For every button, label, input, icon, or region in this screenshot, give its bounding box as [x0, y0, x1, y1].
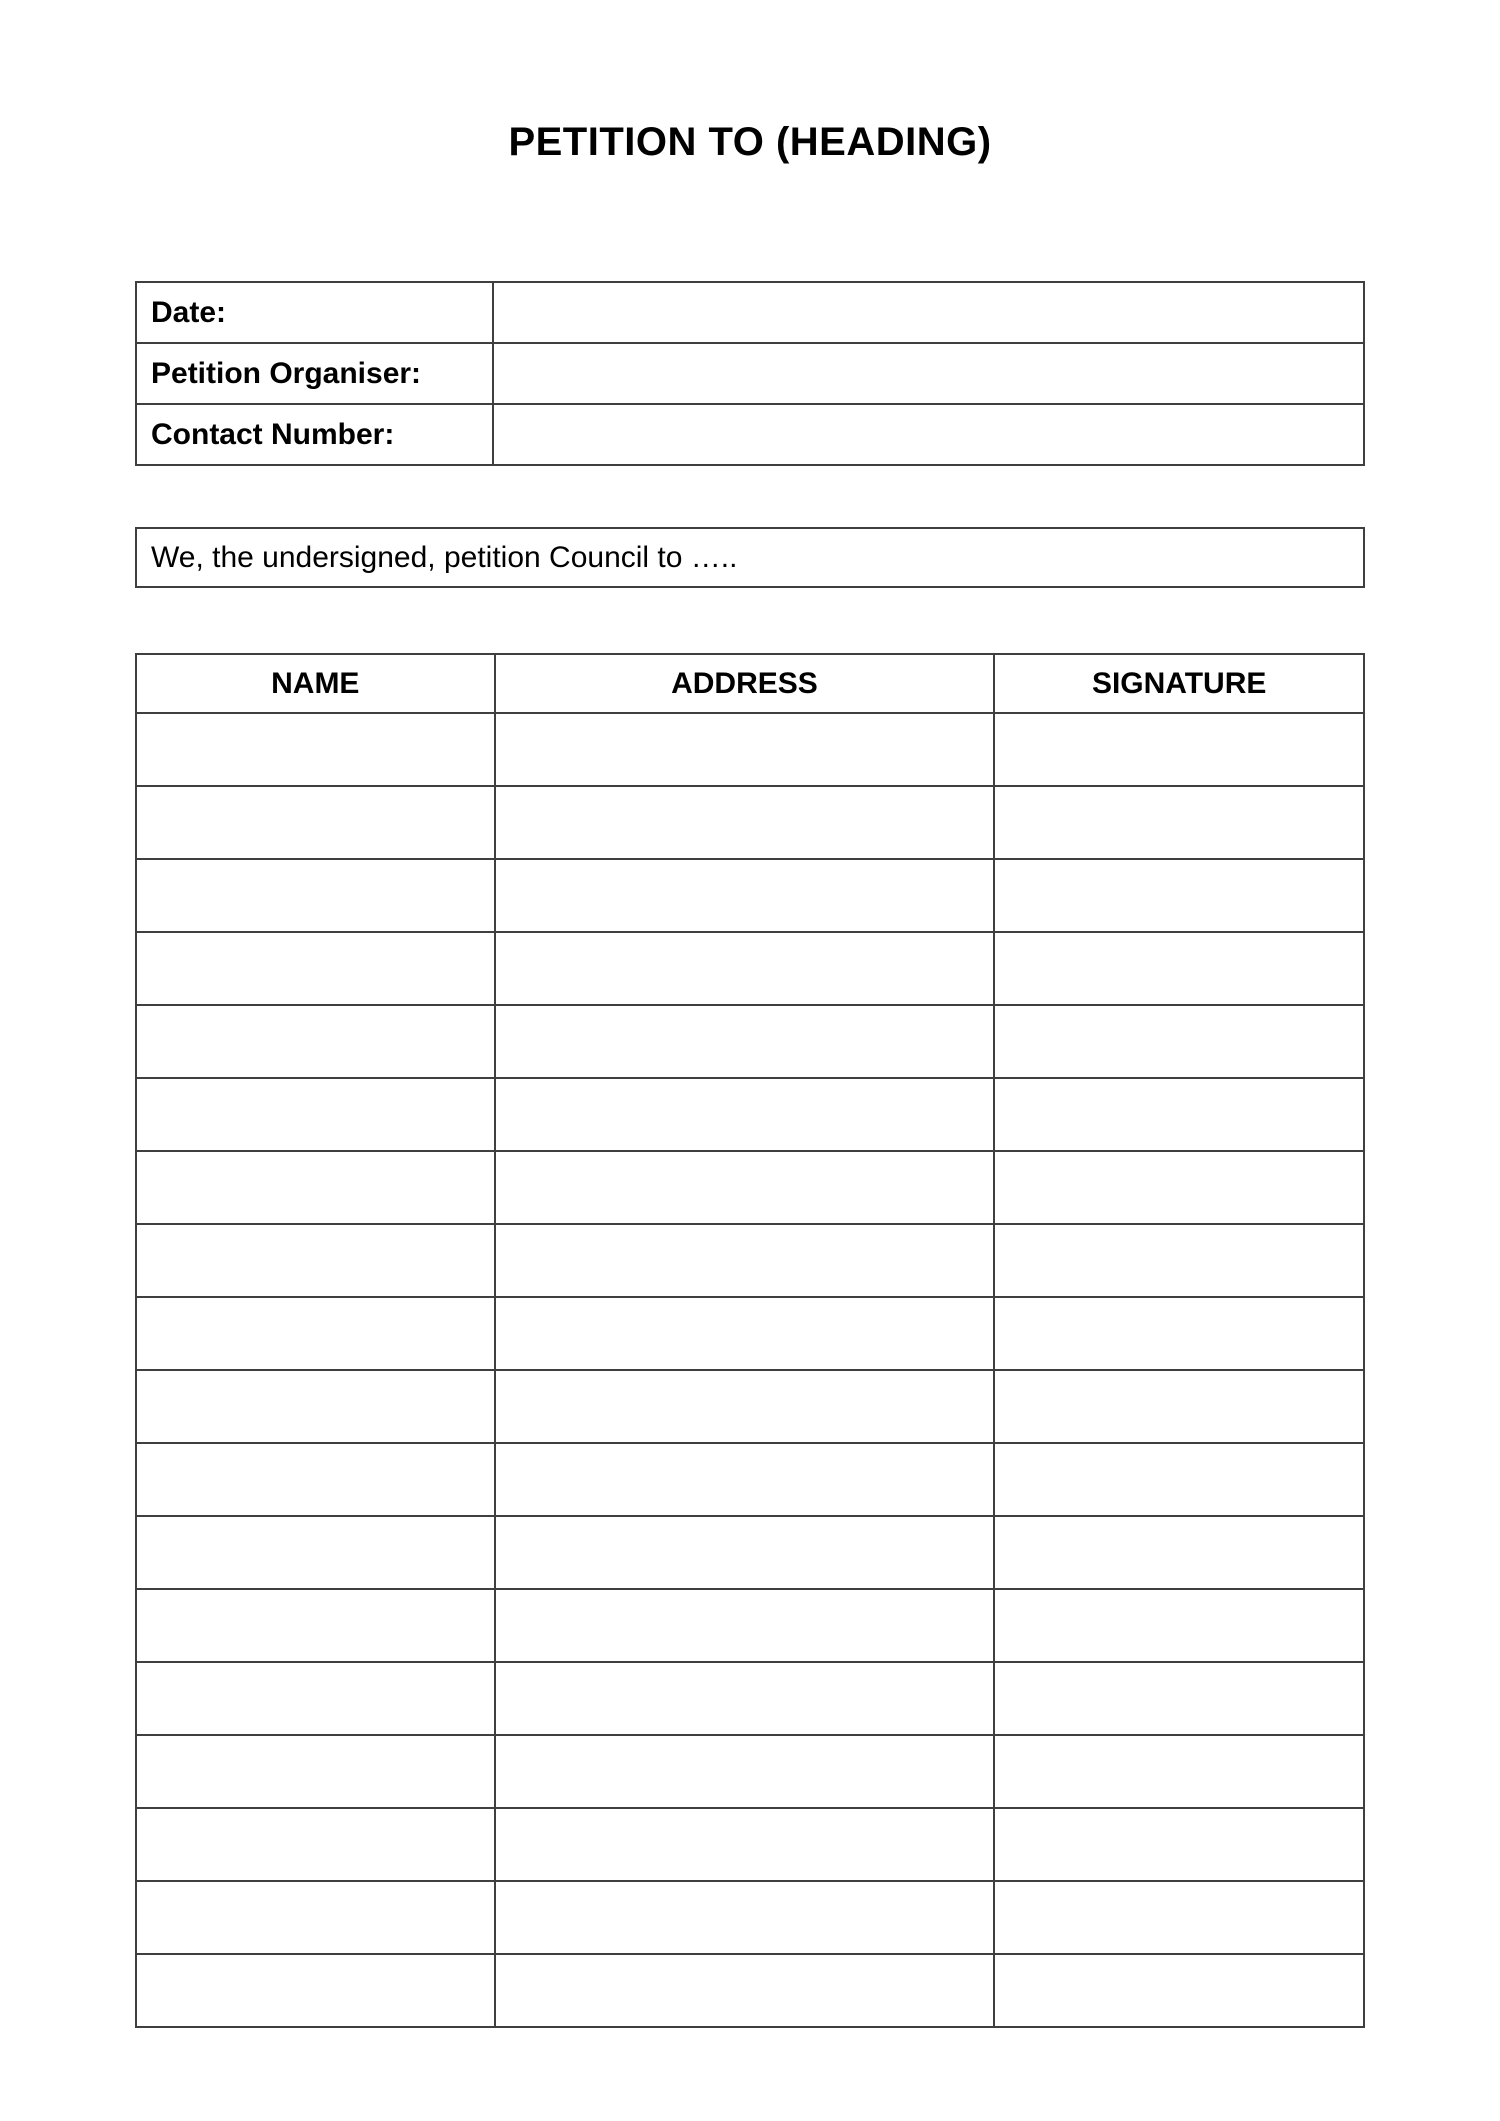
- empty-cell-address[interactable]: [495, 1589, 995, 1662]
- empty-cell-signature[interactable]: [994, 1005, 1364, 1078]
- table-row: [136, 1881, 1364, 1954]
- empty-cell-signature[interactable]: [994, 1735, 1364, 1808]
- page-title: PETITION TO (HEADING): [508, 120, 992, 164]
- empty-cell-address[interactable]: [495, 1151, 995, 1224]
- empty-cell-signature[interactable]: [994, 1151, 1364, 1224]
- table-row: [136, 1005, 1364, 1078]
- empty-cell-name[interactable]: [136, 1297, 495, 1370]
- empty-cell-name[interactable]: [136, 1881, 495, 1954]
- empty-cell-address[interactable]: [495, 1224, 995, 1297]
- empty-cell-address[interactable]: [495, 1735, 995, 1808]
- empty-cell-name[interactable]: [136, 1735, 495, 1808]
- table-row: [136, 1662, 1364, 1735]
- empty-cell-name[interactable]: [136, 1516, 495, 1589]
- table-row: [136, 1370, 1364, 1443]
- signature-table-header-row: [136, 654, 1364, 713]
- empty-cell-name[interactable]: [136, 786, 495, 859]
- table-row: [136, 1735, 1364, 1808]
- table-row: [136, 1297, 1364, 1370]
- empty-cell-signature[interactable]: [994, 1370, 1364, 1443]
- empty-cell-address[interactable]: [495, 1808, 995, 1881]
- empty-cell-name[interactable]: [136, 1078, 495, 1151]
- info-value-contact[interactable]: [493, 404, 1364, 465]
- empty-cell-signature[interactable]: [994, 786, 1364, 859]
- empty-cell-address[interactable]: [495, 932, 995, 1005]
- empty-cell-name[interactable]: [136, 713, 495, 786]
- empty-cell-name[interactable]: [136, 1662, 495, 1735]
- petition-statement-box: [135, 527, 1365, 588]
- empty-cell-address[interactable]: [495, 1370, 995, 1443]
- empty-cell-address[interactable]: [495, 1516, 995, 1589]
- table-row: [136, 1589, 1364, 1662]
- empty-cell-signature[interactable]: [994, 1881, 1364, 1954]
- empty-cell-signature[interactable]: [994, 1078, 1364, 1151]
- info-row-organiser: [136, 343, 1364, 404]
- empty-cell-address[interactable]: [495, 1297, 995, 1370]
- empty-cell-signature[interactable]: [994, 932, 1364, 1005]
- empty-cell-name[interactable]: [136, 1443, 495, 1516]
- signature-table: [135, 653, 1365, 2028]
- info-value-organiser[interactable]: [493, 343, 1364, 404]
- empty-cell-address[interactable]: [495, 786, 995, 859]
- empty-cell-signature[interactable]: [994, 713, 1364, 786]
- table-row: [136, 932, 1364, 1005]
- document-page: [135, 0, 1365, 2028]
- empty-cell-signature[interactable]: [994, 1662, 1364, 1735]
- table-row: [136, 1808, 1364, 1881]
- empty-cell-address[interactable]: [495, 1662, 995, 1735]
- info-label-date: Date:: [136, 282, 493, 343]
- empty-cell-name[interactable]: [136, 1589, 495, 1662]
- info-table: [135, 281, 1365, 466]
- empty-cell-address[interactable]: [495, 1005, 995, 1078]
- empty-cell-signature[interactable]: [994, 1443, 1364, 1516]
- table-row: [136, 1151, 1364, 1224]
- empty-cell-name[interactable]: [136, 1005, 495, 1078]
- column-header-address: ADDRESS: [495, 654, 995, 713]
- empty-cell-name[interactable]: [136, 1224, 495, 1297]
- empty-cell-name[interactable]: [136, 1808, 495, 1881]
- empty-cell-address[interactable]: [495, 1443, 995, 1516]
- column-header-signature: SIGNATURE: [994, 654, 1364, 713]
- table-row: [136, 859, 1364, 932]
- table-row: [136, 1954, 1364, 2027]
- table-row: [136, 1078, 1364, 1151]
- empty-cell-signature[interactable]: [994, 1954, 1364, 2027]
- empty-cell-signature[interactable]: [994, 1224, 1364, 1297]
- empty-cell-address[interactable]: [495, 1954, 995, 2027]
- table-row: [136, 713, 1364, 786]
- info-value-date[interactable]: [493, 282, 1364, 343]
- signature-table-body: [136, 713, 1364, 2027]
- empty-cell-name[interactable]: [136, 859, 495, 932]
- empty-cell-signature[interactable]: [994, 1808, 1364, 1881]
- empty-cell-signature[interactable]: [994, 1589, 1364, 1662]
- empty-cell-address[interactable]: [495, 859, 995, 932]
- petition-statement-text: We, the undersigned, petition Council to …..: [151, 540, 738, 574]
- table-row: [136, 786, 1364, 859]
- table-row: [136, 1516, 1364, 1589]
- empty-cell-name[interactable]: [136, 1370, 495, 1443]
- empty-cell-address[interactable]: [495, 1881, 995, 1954]
- empty-cell-name[interactable]: [136, 1954, 495, 2027]
- info-label-contact: Contact Number:: [136, 404, 493, 465]
- info-label-organiser: Petition Organiser:: [136, 343, 493, 404]
- table-row: [136, 1443, 1364, 1516]
- empty-cell-address[interactable]: [495, 1078, 995, 1151]
- empty-cell-signature[interactable]: [994, 1297, 1364, 1370]
- empty-cell-name[interactable]: [136, 932, 495, 1005]
- table-row: [136, 1224, 1364, 1297]
- info-row-date: [136, 282, 1364, 343]
- empty-cell-address[interactable]: [495, 713, 995, 786]
- info-row-contact: [136, 404, 1364, 465]
- column-header-name: NAME: [136, 654, 495, 713]
- empty-cell-name[interactable]: [136, 1151, 495, 1224]
- empty-cell-signature[interactable]: [994, 859, 1364, 932]
- empty-cell-signature[interactable]: [994, 1516, 1364, 1589]
